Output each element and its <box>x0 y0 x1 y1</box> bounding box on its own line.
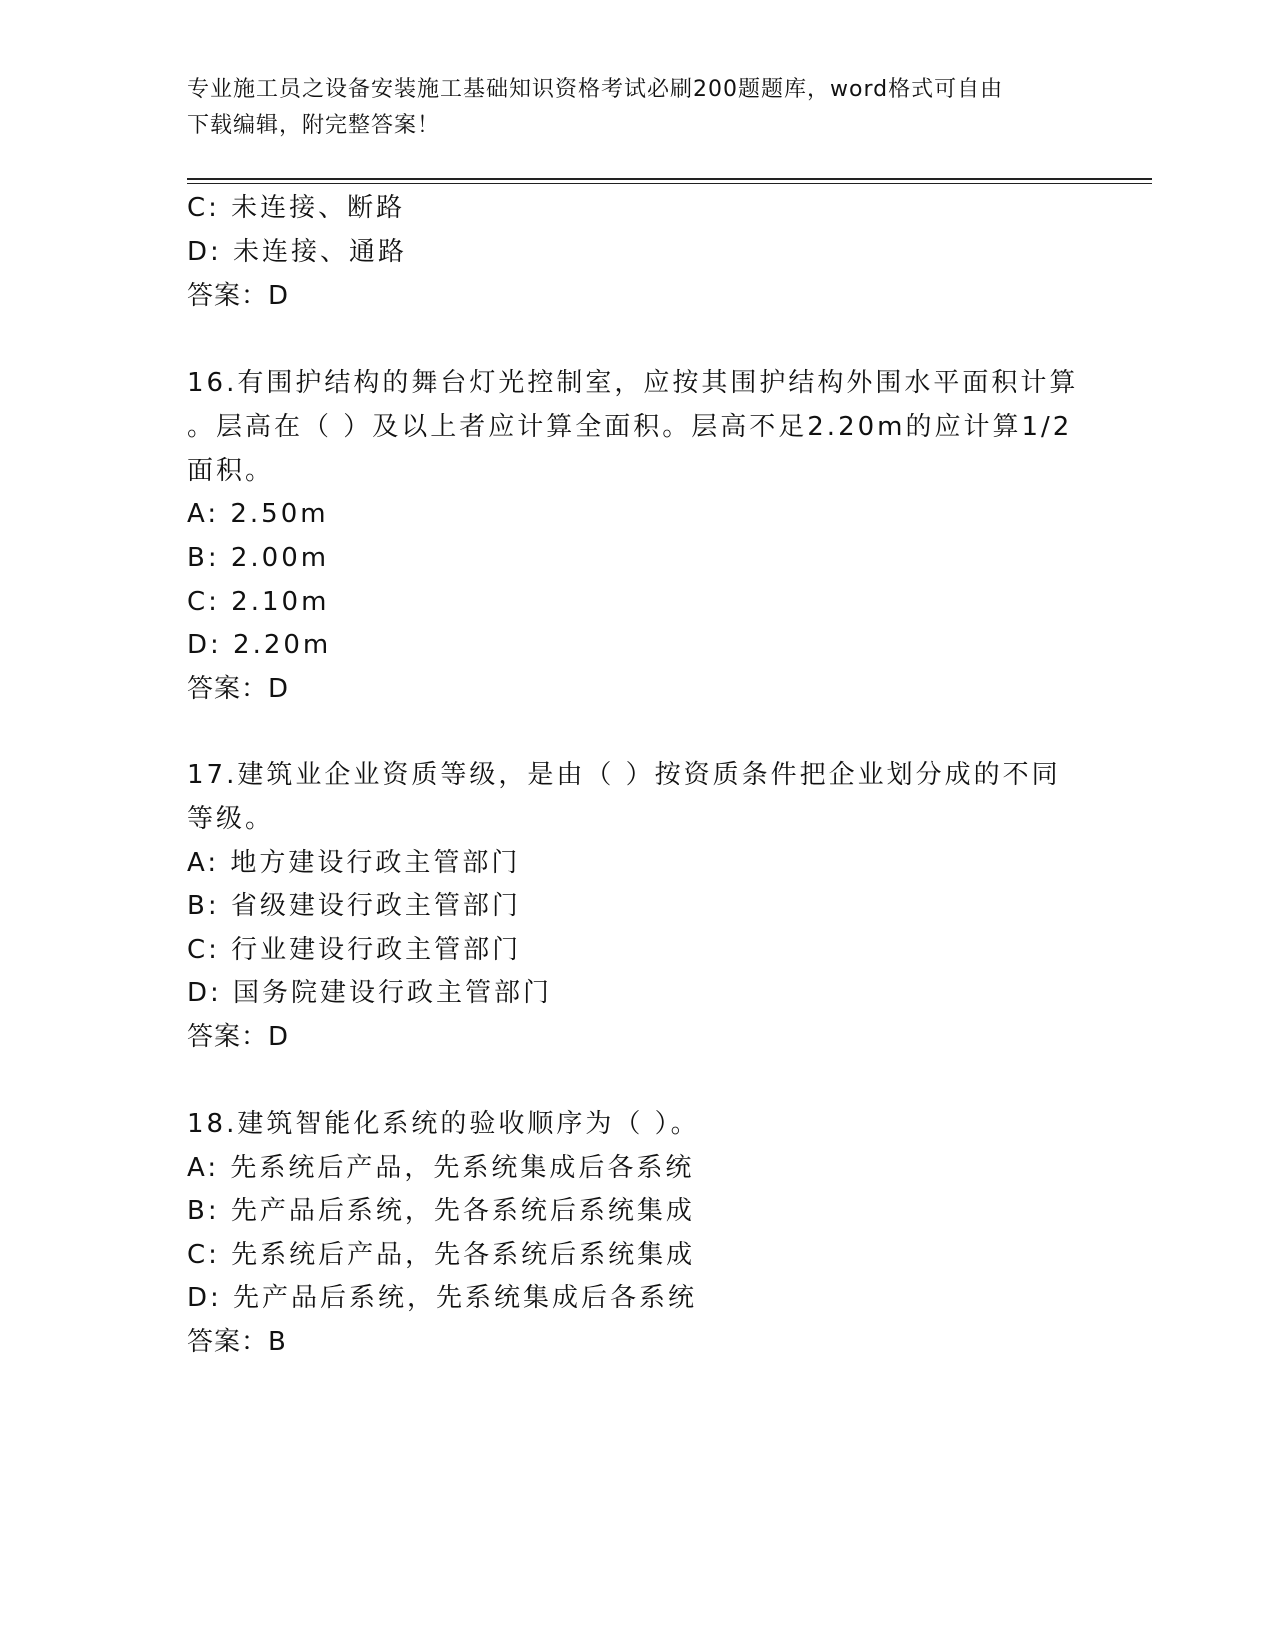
q15-option-d: D: 未连接、通路 <box>187 237 408 267</box>
q17-stem-line-2: 等级。 <box>187 804 275 834</box>
q15-option-c: C: 未连接、断路 <box>187 193 406 223</box>
header-line-2: 下载编辑，附完整答案！ <box>187 113 441 138</box>
header-line-1: 专业施工员之设备安装施工基础知识资格考试必刷200题题库，word格式可自由 <box>187 77 1004 102</box>
q18-stem-line-1: 18.建筑智能化系统的验收顺序为（ ）。 <box>187 1109 700 1139</box>
q16-stem-line-3: 面积。 <box>187 456 275 486</box>
q16-stem-line-1: 16.有围护结构的舞台灯光控制室，应按其围护结构外围水平面积计算 <box>187 368 1079 398</box>
document-header <box>187 72 1067 144</box>
header-divider-thick <box>187 178 1152 180</box>
q16-option-d: D: 2.20m <box>187 630 332 660</box>
q16-stem-line-2: 。层高在（ ）及以上者应计算全面积。层高不足2.20m的应计算1/2 <box>187 412 1073 442</box>
q17-option-c: C: 行业建设行政主管部门 <box>187 935 522 965</box>
q18-option-b: B: 先产品后系统，先各系统后系统集成 <box>187 1196 695 1226</box>
q15-answer: 答案：D <box>187 281 290 311</box>
q17-answer: 答案：D <box>187 1022 290 1052</box>
q18-option-d: D: 先产品后系统，先系统集成后各系统 <box>187 1283 698 1313</box>
q17-option-d: D: 国务院建设行政主管部门 <box>187 978 553 1008</box>
q16-option-c: C: 2.10m <box>187 587 330 617</box>
q16-option-b: B: 2.00m <box>187 543 330 573</box>
q16-option-a: A: 2.50m <box>187 499 329 529</box>
q18-option-c: C: 先系统后产品，先各系统后系统集成 <box>187 1240 696 1270</box>
q17-option-b: B: 省级建设行政主管部门 <box>187 891 521 921</box>
q16-answer: 答案：D <box>187 674 290 704</box>
q17-stem-line-1: 17.建筑业企业资质等级，是由（ ）按资质条件把企业划分成的不同 <box>187 760 1061 790</box>
q17-option-a: A: 地方建设行政主管部门 <box>187 848 521 878</box>
q18-answer: 答案：B <box>187 1327 287 1357</box>
q18-option-a: A: 先系统后产品，先系统集成后各系统 <box>187 1153 695 1183</box>
header-divider-thin <box>187 183 1152 184</box>
